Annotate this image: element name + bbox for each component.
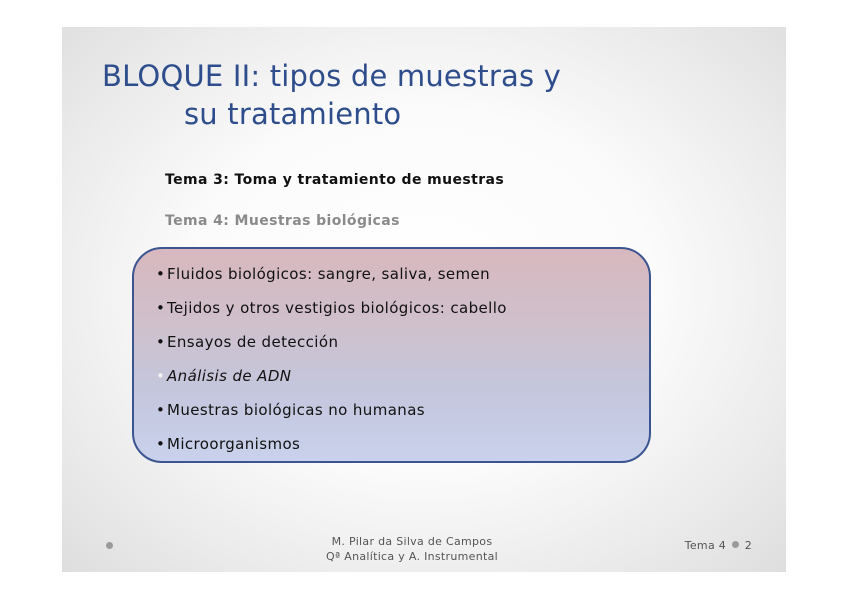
bullet-icon: • (156, 299, 166, 317)
content-box (132, 247, 651, 463)
slide (62, 27, 786, 572)
list-item-text: Fluidos biológicos: sangre, saliva, semen (167, 265, 491, 283)
footer-separator-dot-icon (732, 541, 739, 548)
footer-dot-icon (106, 542, 113, 549)
bullet-list (156, 263, 507, 467)
list-item (156, 331, 507, 365)
list-item-text: Tejidos y otros vestigios biológicos: cabello (167, 299, 507, 317)
slide-title (102, 57, 742, 133)
footer-credits (292, 534, 532, 564)
list-item-text: Análisis de ADN (167, 367, 292, 385)
bullet-icon: • (156, 333, 166, 351)
title-line-2: su tratamiento (184, 97, 402, 131)
list-item (156, 433, 507, 467)
title-line-1: BLOQUE II: tipos de muestras y (102, 59, 562, 93)
bullet-icon: • (156, 435, 166, 453)
footer-course: Qª Analítica y A. Instrumental (326, 550, 498, 563)
bullet-icon: • (156, 265, 166, 283)
footer-page-info (685, 539, 752, 552)
page-number: 2 (744, 539, 752, 552)
bullet-icon: • (156, 401, 166, 419)
footer-tema-label: Tema 4 (684, 539, 727, 552)
topic-tema-4: Tema 4: Muestras biológicas (165, 213, 400, 229)
list-item-text: Muestras biológicas no humanas (167, 401, 426, 419)
list-item-text: Microorganismos (167, 435, 301, 453)
topic-tema-3: Tema 3: Toma y tratamiento de muestras (165, 172, 505, 188)
list-item-text: Ensayos de detección (167, 333, 339, 351)
list-item (156, 297, 507, 331)
list-item (156, 399, 507, 433)
bullet-icon: • (156, 367, 166, 385)
list-item (156, 263, 507, 297)
list-item (156, 365, 507, 399)
footer-author: M. Pilar da Silva de Campos (331, 535, 493, 548)
